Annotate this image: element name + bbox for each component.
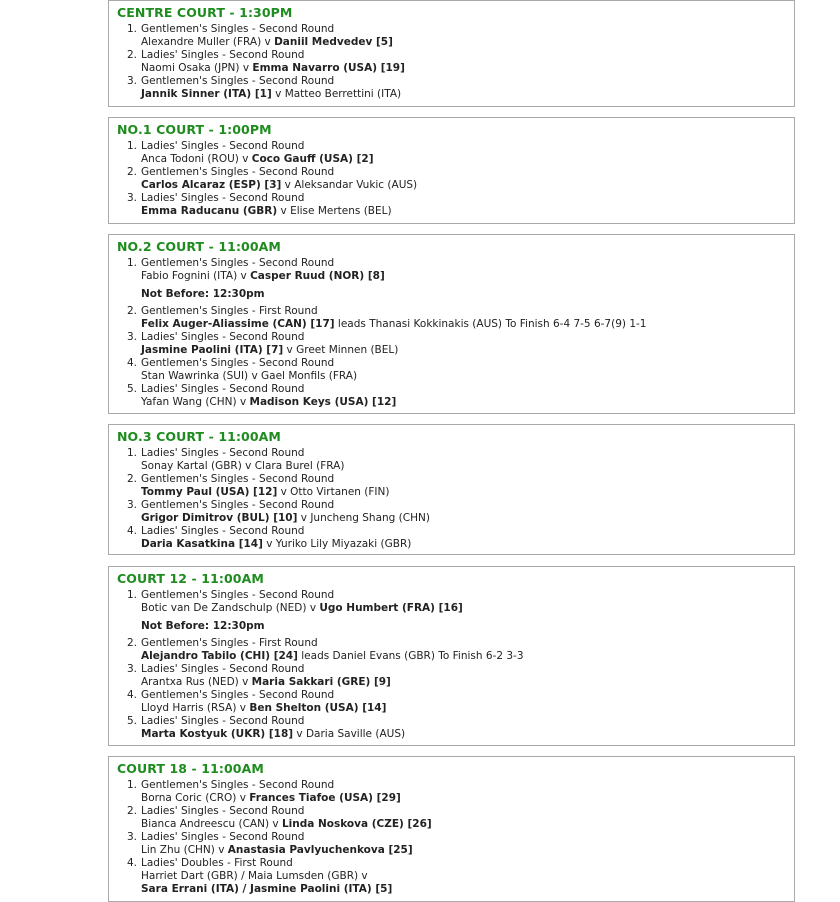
match-event: Gentlemen's Singles - Second Round [141, 779, 335, 791]
match-separator: v [262, 538, 276, 550]
match-event: Gentlemen's Singles - Second Round [141, 257, 335, 269]
match-players [141, 396, 794, 409]
match-separator: v [306, 602, 320, 614]
court-block-centre-court [108, 0, 795, 107]
match-item [126, 140, 794, 166]
court-block-no2-court [108, 234, 795, 414]
match-separator: v [214, 844, 228, 856]
match-number: 3. [126, 75, 137, 87]
match-number: 2. [126, 305, 137, 317]
match-event: Ladies' Singles - Second Round [141, 805, 305, 817]
match-players [141, 179, 794, 192]
match-players [141, 818, 794, 831]
court-title: CENTRE COURT - 1:30PM [117, 5, 293, 20]
match-item [126, 473, 794, 499]
match-separator: leads [297, 650, 333, 662]
court-block-court-18 [108, 756, 795, 902]
match-number: 1. [126, 779, 137, 791]
player-one: Sonay Kartal (GBR) [141, 460, 242, 472]
match-number: 3. [126, 192, 137, 204]
match-number: 4. [126, 525, 137, 537]
match-separator: v [271, 88, 285, 100]
match-event: Gentlemen's Singles - Second Round [141, 589, 335, 601]
match-event: Ladies' Singles - Second Round [141, 383, 305, 395]
player-one: Daria Kasatkina [14] [141, 538, 263, 550]
player-two: Daria Saville (AUS) [305, 728, 406, 740]
player-two: Frances Tiafoe (USA) [29] [249, 792, 401, 804]
match-event: Ladies' Singles - Second Round [141, 831, 305, 843]
match-item [126, 805, 794, 831]
match-event: Ladies' Singles - Second Round [141, 447, 305, 459]
match-players [141, 792, 794, 805]
match-players [141, 870, 794, 883]
match-event: Gentlemen's Singles - Second Round [141, 499, 335, 511]
match-players [141, 318, 794, 331]
match-number: 3. [126, 663, 137, 675]
match-players-line-two [141, 883, 794, 896]
match-event: Ladies' Singles - Second Round [141, 663, 305, 675]
match-number: 1. [126, 257, 137, 269]
match-separator: v [237, 270, 251, 282]
match-number: 1. [126, 589, 137, 601]
player-two: Thanasi Kokkinakis (AUS) To Finish 6-4 7-5 6-7(9) 1-1 [369, 318, 647, 330]
court-block-court-12 [108, 566, 795, 746]
match-event: Ladies' Doubles - First Round [141, 857, 293, 869]
match-players [141, 486, 794, 499]
player-two: Daniel Evans (GBR) To Finish 6-2 3-3 [332, 650, 524, 662]
player-two: Elise Mertens (BEL) [290, 205, 392, 217]
player-two: Coco Gauff (USA) [2] [251, 153, 374, 165]
not-before-notice: Not Before: 12:30pm [141, 288, 265, 300]
player-one: Bianca Andreescu (CAN) [141, 818, 270, 830]
match-separator: v [238, 676, 252, 688]
match-separator: leads [334, 318, 370, 330]
match-players [141, 650, 794, 663]
match-item [126, 75, 794, 101]
court-title: NO.2 COURT - 11:00AM [117, 239, 281, 254]
match-separator: v [269, 818, 282, 830]
player-two: Yuriko Lily Miyazaki (GBR) [275, 538, 412, 550]
match-item [126, 305, 794, 331]
match-item [126, 779, 794, 805]
player-two: Clara Burel (FRA) [254, 460, 345, 472]
match-item [126, 331, 794, 357]
player-one: Alejandro Tabilo (CHI) [24] [141, 650, 298, 662]
match-number: 1. [126, 447, 137, 459]
match-item [126, 499, 794, 525]
player-one: Lloyd Harris (RSA) [141, 702, 237, 714]
match-event: Ladies' Singles - Second Round [141, 49, 305, 61]
match-number: 5. [126, 383, 137, 395]
match-event: Gentlemen's Singles - Second Round [141, 357, 335, 369]
match-players [141, 344, 794, 357]
player-one: Borna Coric (CRO) [141, 792, 237, 804]
match-number: 4. [126, 857, 137, 869]
match-separator: v [261, 36, 275, 48]
match-separator: v [236, 396, 250, 408]
court-title: COURT 18 - 11:00AM [117, 761, 264, 776]
match-players [141, 153, 794, 166]
player-two: Madison Keys (USA) [12] [249, 396, 397, 408]
match-players [141, 602, 794, 615]
match-players [141, 676, 794, 689]
player-two: Sara Errani (ITA) / Jasmine Paolini (ITA) [5] [141, 883, 393, 895]
player-two: Otto Virtanen (FIN) [290, 486, 390, 498]
player-two: Maria Sakkari (GRE) [9] [251, 676, 391, 688]
match-item [126, 715, 794, 741]
player-one: Naomi Osaka (JPN) [141, 62, 240, 74]
match-number: 5. [126, 715, 137, 727]
match-number: 2. [126, 637, 137, 649]
match-number: 3. [126, 499, 137, 511]
match-event: Ladies' Singles - Second Round [141, 715, 305, 727]
match-separator: v [293, 728, 306, 740]
match-item [126, 257, 794, 283]
match-players [141, 270, 794, 283]
match-event: Ladies' Singles - Second Round [141, 192, 305, 204]
match-event: Gentlemen's Singles - First Round [141, 637, 318, 649]
player-one: Harriet Dart (GBR) / Maia Lumsden (GBR) [141, 870, 359, 882]
player-two: Daniil Medvedev [5] [274, 36, 393, 48]
match-item [126, 447, 794, 473]
match-item [126, 192, 794, 218]
player-one: Fabio Fognini (ITA) [141, 270, 238, 282]
player-one: Carlos Alcaraz (ESP) [3] [141, 179, 282, 191]
match-event: Ladies' Singles - Second Round [141, 331, 305, 343]
match-event: Gentlemen's Singles - Second Round [141, 166, 335, 178]
match-separator: v [358, 870, 368, 882]
player-one: Marta Kostyuk (UKR) [18] [141, 728, 294, 740]
match-number: 4. [126, 357, 137, 369]
match-separator: v [283, 344, 297, 356]
player-one: Stan Wawrinka (SUI) [141, 370, 249, 382]
match-separator: v [248, 370, 262, 382]
match-event: Gentlemen's Singles - Second Round [141, 689, 335, 701]
player-one: Emma Raducanu (GBR) [141, 205, 278, 217]
match-number: 3. [126, 331, 137, 343]
court-title: COURT 12 - 11:00AM [117, 571, 264, 586]
match-item [126, 525, 794, 551]
player-two: Linda Noskova (CZE) [26] [281, 818, 432, 830]
match-players [141, 728, 794, 741]
match-players [141, 62, 794, 75]
match-item [126, 23, 794, 49]
match-item [126, 857, 794, 896]
match-separator: v [241, 460, 255, 472]
not-before-notice: Not Before: 12:30pm [141, 620, 265, 632]
match-players [141, 370, 794, 383]
match-item [126, 589, 794, 615]
match-players [141, 88, 794, 101]
court-title: NO.3 COURT - 11:00AM [117, 429, 281, 444]
match-item [126, 166, 794, 192]
match-separator: v [277, 486, 291, 498]
match-separator: v [297, 512, 311, 524]
match-number: 4. [126, 689, 137, 701]
match-number: 1. [126, 140, 137, 152]
match-players [141, 512, 794, 525]
player-two: Gael Monfils (FRA) [261, 370, 358, 382]
match-number: 3. [126, 831, 137, 843]
court-block-no3-court [108, 424, 795, 555]
match-separator: v [238, 153, 252, 165]
match-players [141, 205, 794, 218]
match-item [126, 689, 794, 715]
court-title: NO.1 COURT - 1:00PM [117, 122, 272, 137]
match-separator: v [281, 179, 295, 191]
match-separator: v [236, 702, 250, 714]
player-two: Ben Shelton (USA) [14] [249, 702, 387, 714]
match-event: Gentlemen's Singles - Second Round [141, 75, 335, 87]
match-number: 2. [126, 805, 137, 817]
player-one: Lin Zhu (CHN) [141, 844, 215, 856]
match-players [141, 844, 794, 857]
player-one: Felix Auger-Aliassime (CAN) [17] [141, 318, 335, 330]
match-players [141, 702, 794, 715]
player-two: Aleksandar Vukic (AUS) [294, 179, 418, 191]
match-event: Gentlemen's Singles - First Round [141, 305, 318, 317]
player-one: Jasmine Paolini (ITA) [7] [141, 344, 284, 356]
player-one: Yafan Wang (CHN) [141, 396, 237, 408]
player-one: Tommy Paul (USA) [12] [141, 486, 278, 498]
match-event: Gentlemen's Singles - Second Round [141, 473, 335, 485]
match-players [141, 538, 794, 551]
player-two: Emma Navarro (USA) [19] [252, 62, 405, 74]
player-two: Casper Ruud (NOR) [8] [250, 270, 385, 282]
match-item [126, 831, 794, 857]
match-separator: v [239, 62, 253, 74]
match-item [126, 357, 794, 383]
player-two: Anastasia Pavlyuchenkova [25] [227, 844, 413, 856]
match-separator: v [277, 205, 291, 217]
match-players [141, 460, 794, 473]
player-two: Matteo Berrettini (ITA) [284, 88, 402, 100]
player-one: Jannik Sinner (ITA) [1] [141, 88, 272, 100]
player-two: Greet Minnen (BEL) [296, 344, 399, 356]
match-item [126, 383, 794, 409]
player-one: Botic van De Zandschulp (NED) [141, 602, 307, 614]
match-number: 2. [126, 473, 137, 485]
match-event: Ladies' Singles - Second Round [141, 525, 305, 537]
match-number: 2. [126, 166, 137, 178]
player-two: Ugo Humbert (FRA) [16] [319, 602, 463, 614]
match-item [126, 663, 794, 689]
match-event: Ladies' Singles - Second Round [141, 140, 305, 152]
match-players [141, 36, 794, 49]
player-one: Arantxa Rus (NED) [141, 676, 239, 688]
match-item [126, 49, 794, 75]
match-number: 1. [126, 23, 137, 35]
match-event: Gentlemen's Singles - Second Round [141, 23, 335, 35]
player-one: Grigor Dimitrov (BUL) [10] [141, 512, 298, 524]
player-one: Alexandre Muller (FRA) [141, 36, 262, 48]
match-separator: v [236, 792, 250, 804]
player-one: Anca Todoni (ROU) [141, 153, 239, 165]
match-item [126, 637, 794, 663]
match-number: 2. [126, 49, 137, 61]
court-block-no1-court [108, 117, 795, 224]
player-two: Juncheng Shang (CHN) [310, 512, 430, 524]
